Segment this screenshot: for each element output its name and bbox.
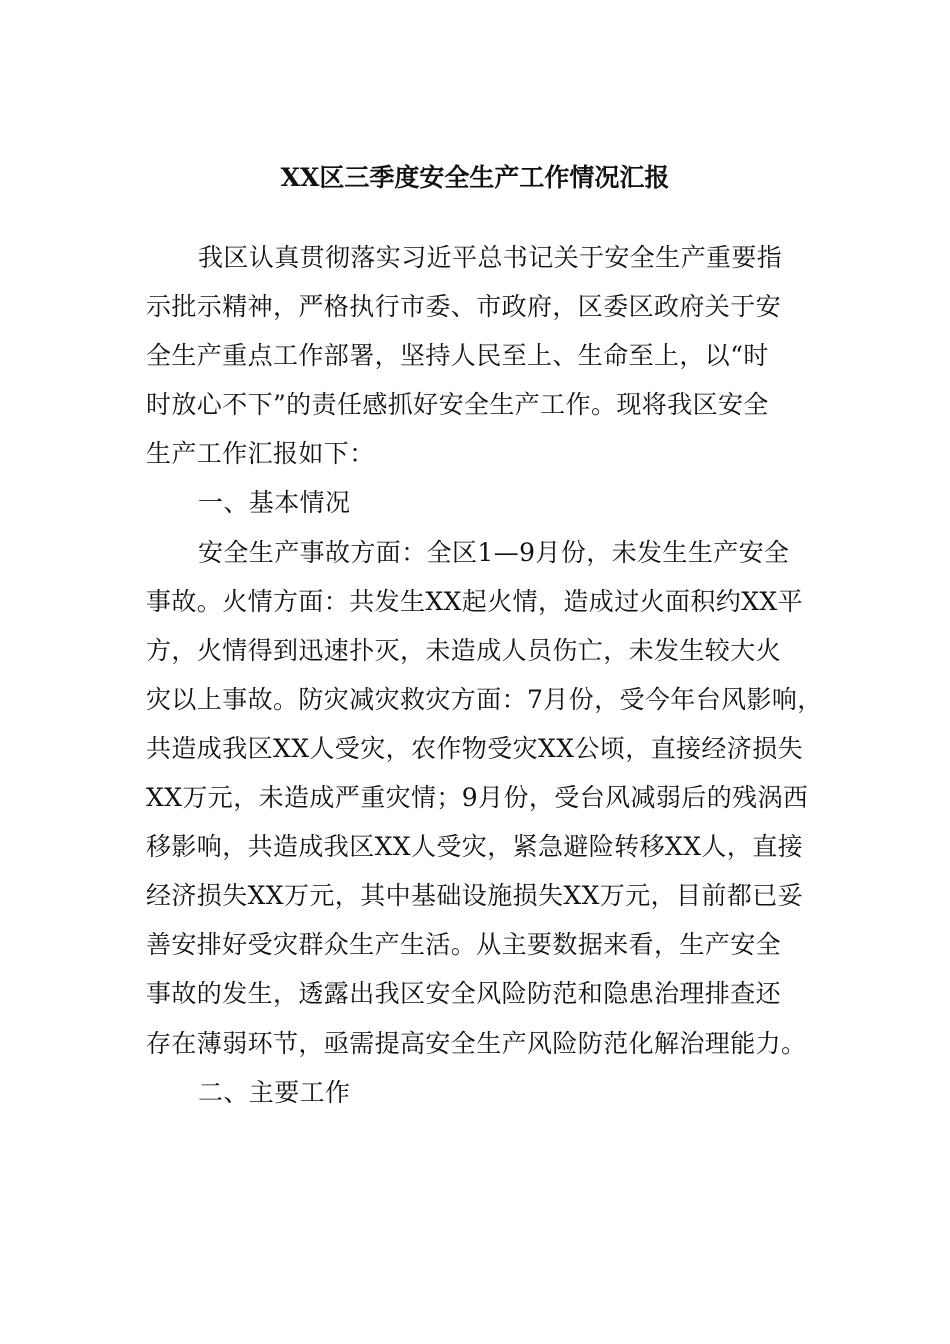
text-line: 事故的发生，透露出我区安全风险防范和隐患治理排查还 — [146, 979, 782, 1009]
document-title: XX区三季度安全生产工作情况汇报 — [280, 163, 670, 192]
text-line: 方，火情得到迅速扑灭，未造成人员伤亡，未发生较大火 — [146, 635, 782, 665]
text-line: 示批示精神，严格执行市委、市政府，区委区政府关于安 — [146, 292, 782, 322]
text-line: 经济损失XX万元，其中基础设施损失XX万元，目前都已妥 — [146, 881, 803, 911]
text-line: 移影响，共造成我区XX人受灾，紧急避险转移XX人，直接 — [146, 832, 803, 862]
text-line: 事故。火情方面：共发生XX起火情，造成过火面积约XX平 — [146, 586, 803, 616]
text-line: 共造成我区XX人受灾，农作物受灾XX公顷，直接经济损失 — [146, 733, 803, 763]
section-heading: 一、基本情况 — [198, 488, 351, 518]
text-line: 存在薄弱环节，亟需提高安全生产风险防范化解治理能力。 — [146, 1028, 807, 1058]
text-line: 安全生产事故方面：全区1—9月份，未发生生产安全 — [198, 537, 790, 567]
text-line: 我区认真贯彻落实习近平总书记关于安全生产重要指 — [198, 243, 783, 272]
text-line: XX万元，未造成严重灾情；9月份，受台风减弱后的残涡西 — [146, 783, 809, 813]
text-line: 善安排好受灾群众生产生活。从主要数据来看，生产安全 — [146, 930, 782, 960]
text-line: 生产工作汇报如下： — [146, 439, 375, 469]
section-heading: 二、主要工作 — [198, 1077, 351, 1107]
text-line: 灾以上事故。防灾减灾救灾方面：7月份，受今年台风影响， — [146, 684, 823, 714]
document-body — [146, 233, 823, 1117]
text-line: 时放心不下”的责任感抓好安全生产工作。现将我区安全 — [146, 390, 769, 420]
text-line: 全生产重点工作部署，坚持人民至上、生命至上，以“时 — [146, 341, 769, 371]
